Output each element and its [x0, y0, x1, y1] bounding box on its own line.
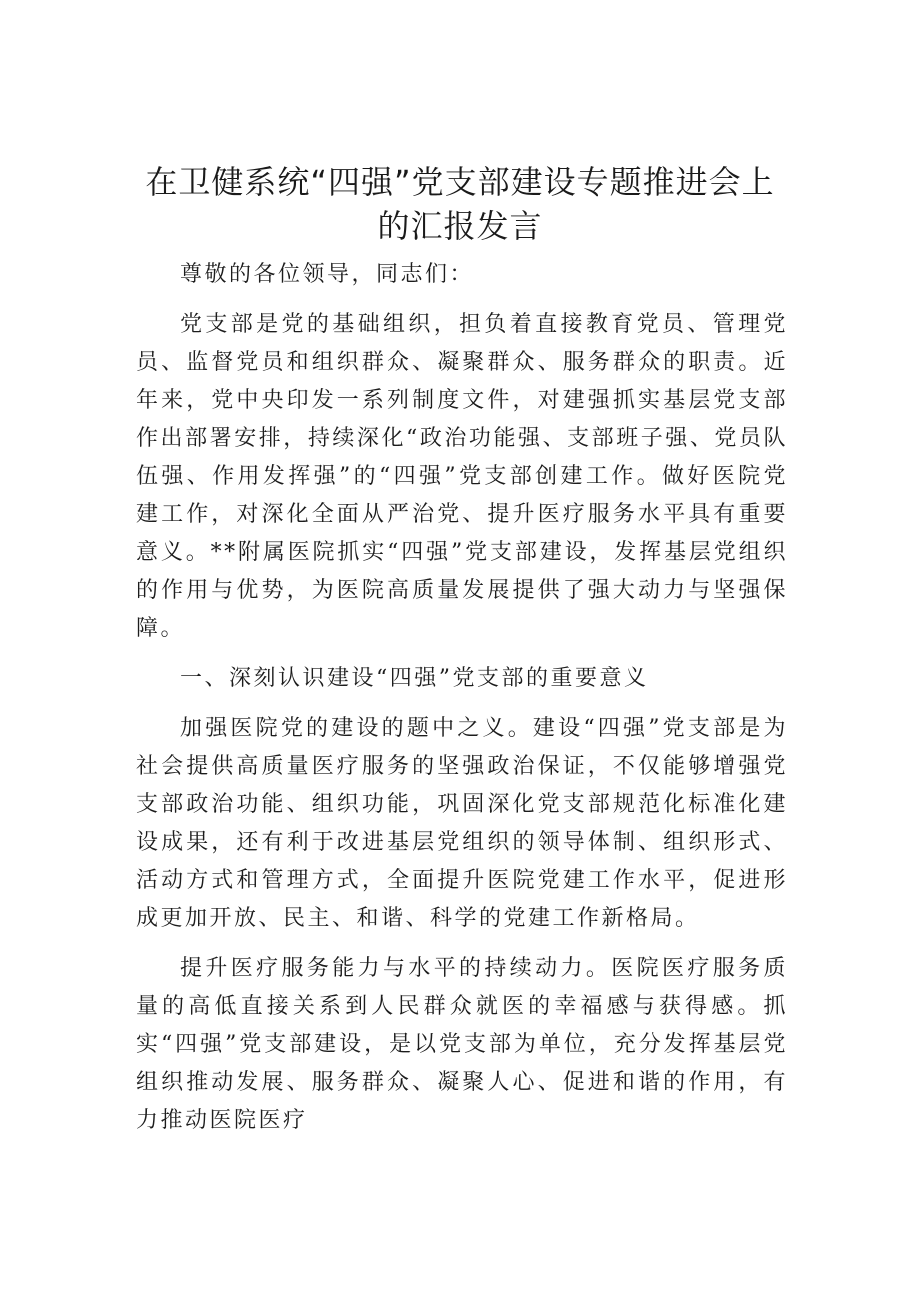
paragraph-intro: 党支部是党的基础组织，担负着直接教育党员、管理党员、监督党员和组织群众、凝聚群众、服务群众的职责。近年来，党中央印发一系列制度文件，对建强抓实基层党支部作出部署安排，持续深化“政治功能强、支部班子强、党员队伍强、作用发挥强”的“四强”党支部创建工作。做好医院党建工作，对深化全面从严治党、提升医疗服务水平具有重要意义。**附属医院抓实“四强”党支部建设，发挥基层党组织的作用与优势，为医院高质量发展提供了强大动力与坚强保障。: [136, 312, 788, 641]
salutation: 尊敬的各位领导，同志们：: [180, 262, 475, 287]
section-heading-1: 一、深刻认识建设“四强”党支部的重要意义: [180, 666, 649, 691]
document-title: 在卫健系统“四强”党支部建设专题推进会上的汇报发言: [145, 163, 775, 245]
document-body: [136, 256, 788, 1152]
paragraph-party-building: 加强医院党的建设的题中之义。建设“四强”党支部是为社会提供高质量医疗服务的坚强政治保证，不仅能够增强党支部政治功能、组织功能，巩固深化党支部规范化标准化建设成果，还有利于改进基层党组织的领导体制、组织形式、活动方式和管理方式，全面提升医院党建工作水平，促进形成更加开放、民主、和谐、科学的党建工作新格局。: [136, 716, 788, 931]
paragraph-medical-service: 提升医疗服务能力与水平的持续动力。医院医疗服务质量的高低直接关系到人民群众就医的幸福感与获得感。抓实“四强”党支部建设，是以党支部为单位，充分发挥基层党组织推动发展、服务群众、凝聚人心、促进和谐的作用，有力推动医院医疗: [136, 956, 788, 1133]
